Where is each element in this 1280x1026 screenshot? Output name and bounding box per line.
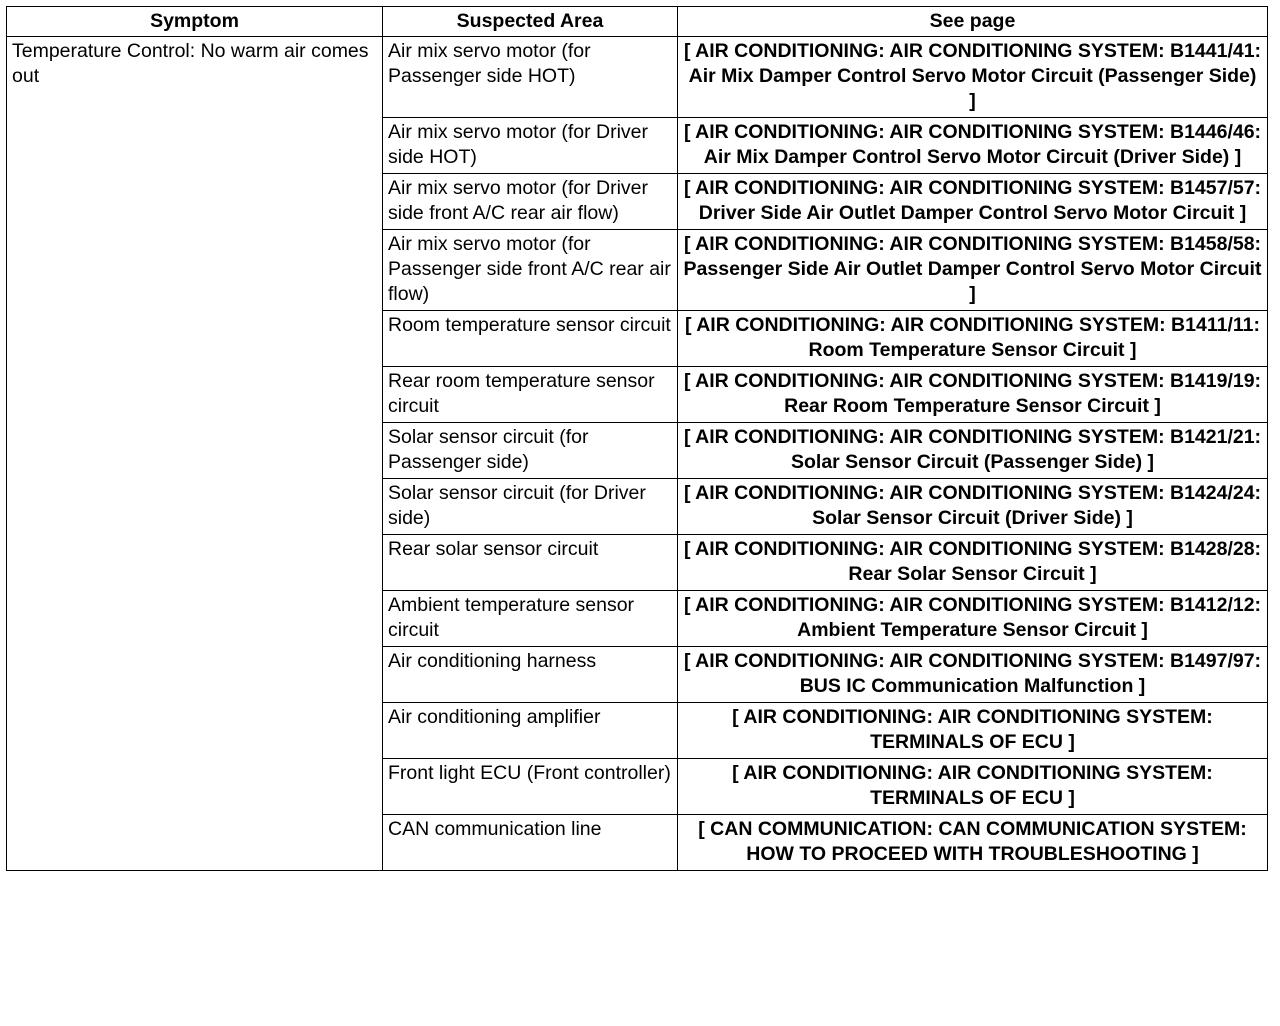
header-suspected-area: Suspected Area [383,7,678,37]
suspected-area-cell: Rear solar sensor circuit [383,535,678,591]
see-page-link[interactable]: [ AIR CONDITIONING: AIR CONDITIONING SYSTEM: TERMINALS OF ECU ] [678,703,1268,759]
symptom-cell: Temperature Control: No warm air comes out [7,37,383,871]
see-page-link[interactable]: [ AIR CONDITIONING: AIR CONDITIONING SYSTEM: B1419/19: Rear Room Temperature Sensor Circuit ] [678,367,1268,423]
see-page-link[interactable]: [ AIR CONDITIONING: AIR CONDITIONING SYSTEM: B1458/58: Passenger Side Air Outlet Damper Control Servo Motor Circuit ] [678,230,1268,311]
table-row [7,37,1268,118]
suspected-area-cell: Air mix servo motor (for Driver side HOT) [383,118,678,174]
see-page-link[interactable]: [ AIR CONDITIONING: AIR CONDITIONING SYSTEM: B1441/41: Air Mix Damper Control Servo Motor Circuit (Passenger Side) ] [678,37,1268,118]
header-symptom: Symptom [7,7,383,37]
suspected-area-cell: Front light ECU (Front controller) [383,759,678,815]
suspected-area-cell: Air conditioning harness [383,647,678,703]
suspected-area-cell: Solar sensor circuit (for Passenger side) [383,423,678,479]
see-page-link[interactable]: [ AIR CONDITIONING: AIR CONDITIONING SYSTEM: B1411/11: Room Temperature Sensor Circuit ] [678,311,1268,367]
see-page-link[interactable]: [ AIR CONDITIONING: AIR CONDITIONING SYSTEM: B1497/97: BUS IC Communication Malfunction ] [678,647,1268,703]
header-see-page: See page [678,7,1268,37]
suspected-area-cell: Solar sensor circuit (for Driver side) [383,479,678,535]
suspected-area-cell: Air mix servo motor (for Passenger side HOT) [383,37,678,118]
suspected-area-cell: Air mix servo motor (for Passenger side front A/C rear air flow) [383,230,678,311]
see-page-link[interactable]: [ AIR CONDITIONING: AIR CONDITIONING SYSTEM: B1424/24: Solar Sensor Circuit (Driver Side) ] [678,479,1268,535]
see-page-link[interactable]: [ AIR CONDITIONING: AIR CONDITIONING SYSTEM: TERMINALS OF ECU ] [678,759,1268,815]
suspected-area-cell: Rear room temperature sensor circuit [383,367,678,423]
suspected-area-cell: Ambient temperature sensor circuit [383,591,678,647]
see-page-link[interactable]: [ AIR CONDITIONING: AIR CONDITIONING SYSTEM: B1428/28: Rear Solar Sensor Circuit ] [678,535,1268,591]
see-page-link[interactable]: [ AIR CONDITIONING: AIR CONDITIONING SYSTEM: B1446/46: Air Mix Damper Control Servo Motor Circuit (Driver Side) ] [678,118,1268,174]
suspected-area-cell: Air mix servo motor (for Driver side front A/C rear air flow) [383,174,678,230]
see-page-link[interactable]: [ CAN COMMUNICATION: CAN COMMUNICATION SYSTEM: HOW TO PROCEED WITH TROUBLESHOOTING ] [678,815,1268,871]
see-page-link[interactable]: [ AIR CONDITIONING: AIR CONDITIONING SYSTEM: B1457/57: Driver Side Air Outlet Damper Control Servo Motor Circuit ] [678,174,1268,230]
see-page-link[interactable]: [ AIR CONDITIONING: AIR CONDITIONING SYSTEM: B1412/12: Ambient Temperature Sensor Circuit ] [678,591,1268,647]
header-row [7,7,1268,37]
suspected-area-cell: Room temperature sensor circuit [383,311,678,367]
troubleshooting-table [6,6,1268,871]
see-page-link[interactable]: [ AIR CONDITIONING: AIR CONDITIONING SYSTEM: B1421/21: Solar Sensor Circuit (Passenger Side) ] [678,423,1268,479]
suspected-area-cell: Air conditioning amplifier [383,703,678,759]
suspected-area-cell: CAN communication line [383,815,678,871]
